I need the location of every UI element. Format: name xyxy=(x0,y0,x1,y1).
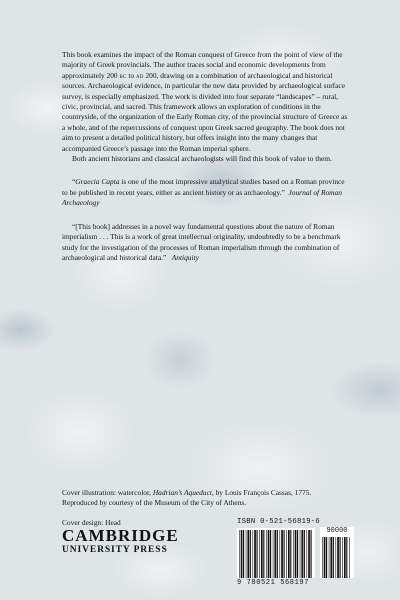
barcode-bar xyxy=(261,530,263,578)
barcode-bar xyxy=(307,530,308,578)
barcode-bar xyxy=(277,530,278,578)
review-1-source: Journal of Roman Archaeology xyxy=(62,187,342,208)
review-1: “Graecia Capta is one of the most impressive analytical studies based on a Roman province to be published in recent years, either as ancient history or as archaeology.” Journal of Roman Archaeology xyxy=(62,177,345,208)
barcode-block xyxy=(237,518,355,588)
book-title: Graecia Capta xyxy=(75,177,120,187)
barcode-bar xyxy=(300,530,301,578)
barcode-bar xyxy=(336,537,337,578)
barcode-bar xyxy=(253,530,254,578)
barcode-bar xyxy=(284,530,285,578)
barcode-bar xyxy=(239,530,240,578)
barcode-bar xyxy=(333,537,334,578)
barcode-bar xyxy=(247,530,249,578)
barcode-bar xyxy=(281,530,283,578)
barcode-bar xyxy=(301,530,303,578)
barcode-bar xyxy=(342,537,343,578)
barcode-bar xyxy=(257,530,258,578)
barcode-bar xyxy=(349,537,350,578)
barcode-bar xyxy=(324,537,326,578)
barcode-bar xyxy=(326,537,327,578)
cover-design-credit: Cover design: Head xyxy=(62,517,121,527)
publisher-subname: UNIVERSITY PRESS xyxy=(62,545,168,555)
barcode-bar xyxy=(241,530,243,578)
reproduction-credit: Reproduced by courtesy of the Museum of the City of Athens. xyxy=(62,498,247,508)
barcode-bar xyxy=(322,537,323,578)
barcode-bar xyxy=(290,530,291,578)
era-bc: bc xyxy=(119,70,127,80)
barcode-bar xyxy=(266,530,267,578)
era-ad: ad xyxy=(136,70,144,80)
barcode-bar xyxy=(288,530,290,578)
barcode-bar xyxy=(340,537,341,578)
publisher-name: CAMBRIDGE xyxy=(62,526,179,545)
price-addon-barcode xyxy=(320,528,354,578)
barcode-bar xyxy=(246,530,247,578)
barcode-digits: 9 780521 568197 xyxy=(237,579,310,587)
barcode-bar xyxy=(243,530,244,578)
blurb-paragraph-1: This book examines the impact of the Roman conquest of Greece from the point of view of the majority of Greek provincials. The author traces social and economic developments from approximately 200 bc to ad 200, drawing on a combination of archaeological and historical sources. Archaeological evidence, in particular the new data provided by archaeological surface survey, is especially emphasized. The work is divided into four separate “landscapes” – rural, civic, provincial, and sacred. This framework allows an exploration of conditions in the countryside, of the organization of the Early Roman city, of the provincial structure of Greece as a whole, and of the repercussions of conquest upon Greek sacred geography. The book does not aim to present a detailed political history, but offers insight into the many changes that accompanied Greece’s passage into the Roman imperial sphere. xyxy=(62,50,348,153)
barcode-bar xyxy=(304,530,305,578)
barcode-bar xyxy=(270,530,271,578)
barcode-bar xyxy=(337,537,339,578)
ean-barcode-graphic xyxy=(237,528,315,578)
barcode-bar xyxy=(268,530,270,578)
barcode-bar xyxy=(293,530,294,578)
barcode-bar xyxy=(259,530,260,578)
barcode-bar xyxy=(308,530,310,578)
barcode-bar xyxy=(254,530,256,578)
barcode-bar xyxy=(280,530,281,578)
barcode-bar xyxy=(330,537,332,578)
barcode-bar xyxy=(263,530,264,578)
review-2: “[This book] addresses in a novel way fundamental questions about the nature of Roman imperialism . . . This is a work of great intellectual originality, undoubtedly to be a benchmark study for the investigation of the processes of Roman imperialism through the combination of archaeological and historical data.” Antiquity xyxy=(62,221,341,262)
isbn-number: ISBN 0-521-56819-6 xyxy=(237,518,321,526)
barcode-bar xyxy=(329,537,330,578)
publisher-logo xyxy=(62,527,179,556)
barcode-bar xyxy=(286,530,287,578)
barcode-bar xyxy=(344,537,346,578)
barcode-bars-row xyxy=(237,528,355,578)
blurb-paragraph-2: Both ancient historians and classical archaeologists will find this book of value to them. xyxy=(72,154,332,164)
blurb-text xyxy=(62,50,350,263)
barcode-bar xyxy=(273,530,274,578)
barcode-bar xyxy=(297,530,298,578)
barcode-bar xyxy=(311,530,312,578)
addon-barcode-graphic xyxy=(320,528,354,578)
addon-code: 90000 xyxy=(320,527,354,535)
ean-barcode xyxy=(237,528,315,578)
review-2-source: Antiquity xyxy=(171,252,199,262)
barcode-bar xyxy=(295,530,297,578)
barcode-bar xyxy=(346,537,347,578)
barcode-bar xyxy=(250,530,251,578)
cover-illustration-credit: Cover illustration: watercolor, Hadrian’s Aqueduct, by Louis François Cassas, 1775. xyxy=(62,488,312,497)
barcode-bar xyxy=(274,530,276,578)
